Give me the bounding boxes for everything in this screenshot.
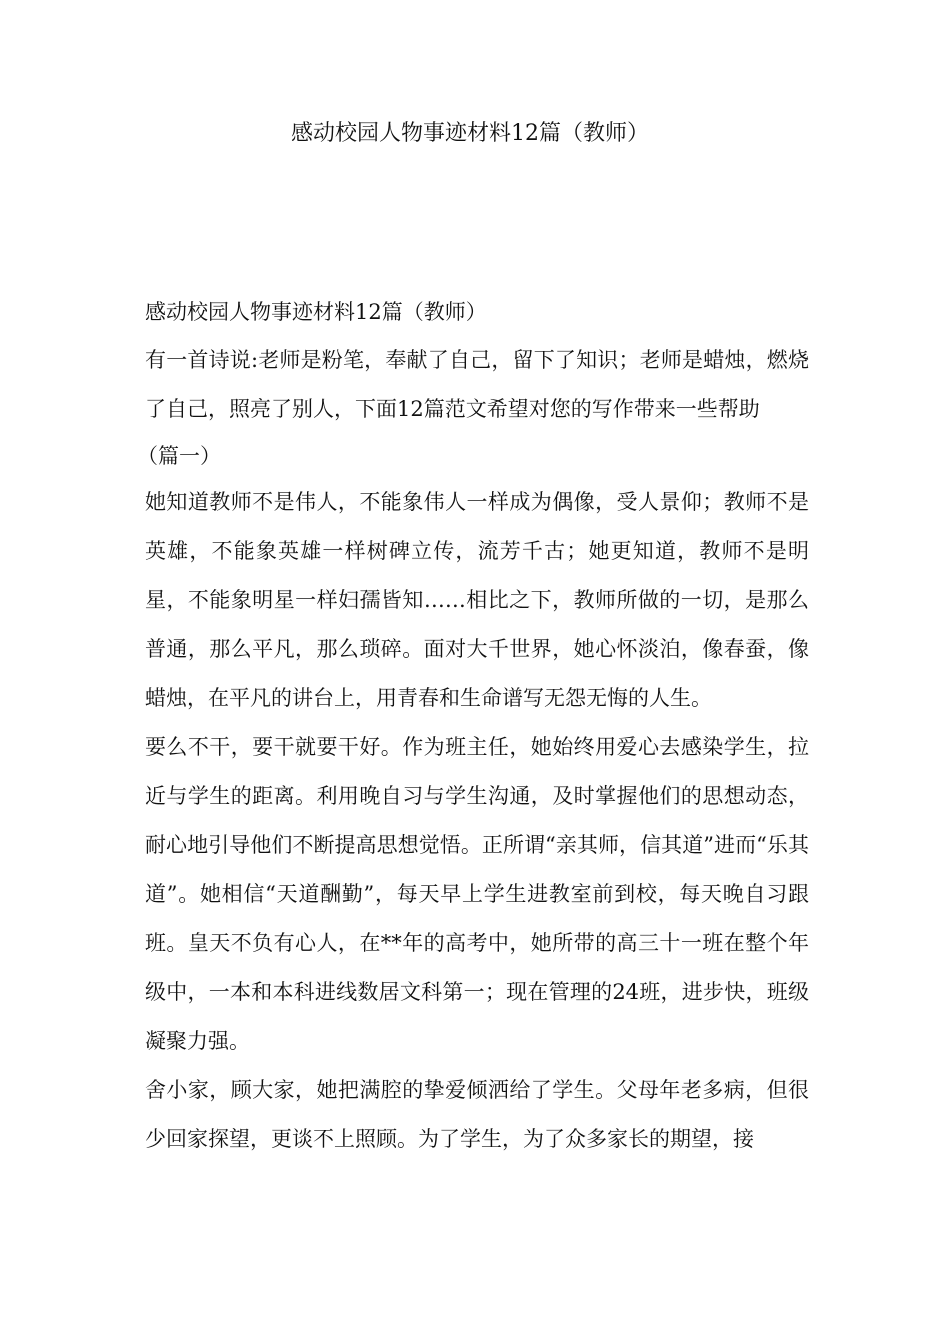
body-paragraph-1: 她知道教师不是伟人，不能象伟人一样成为偶像，受人景仰；教师不是英雄，不能象英雄一样树碑立传，流芳千古；她更知道，教师不是明星，不能象明星一样妇孺皆知……相比之下，教师所做的一切，是那么普通，那么平凡，那么琐碎。面对大千世界，她心怀淡泊，像春蚕，像蜡烛，在平凡的讲台上，用青春和生命谱写无怨无悔的人生。 [145,490,809,710]
document-title: 感动校园人物事迹材料12篇（教师） [291,121,649,146]
document-subtitle: 感动校园人物事迹材料12篇（教师） [145,300,487,324]
section-label: （篇一） [137,444,221,468]
intro-paragraph: 有一首诗说:老师是粉笔，奉献了自己，留下了知识；老师是蜡烛，燃烧了自己，照亮了别人，下面12篇范文希望对您的写作带来一些帮助 [145,348,809,421]
body-paragraph-3: 舍小家，顾大家，她把满腔的挚爱倾洒给了学生。父母年老多病，但很少回家探望，更谈不上照顾。为了学生，为了众多家长的期望，接 [145,1078,809,1151]
body-paragraph-2: 要么不干，要干就要干好。作为班主任，她始终用爱心去感染学生，拉近与学生的距离。利用晚自习与学生沟通，及时掌握他们的思想动态，耐心地引导他们不断提高思想觉悟。正所谓“亲其师，信其道”进而“乐其道”。她相信“天道酬勤”，每天早上学生进教室前到校，每天晚自习跟班。皇天不负有心人，在**年的高考中，她所带的高三十一班在整个年级中，一本和本科进线数居文科第一；现在管理的24班，进步快，班级凝聚力强。 [145,735,809,1053]
document-body [137,291,809,1164]
